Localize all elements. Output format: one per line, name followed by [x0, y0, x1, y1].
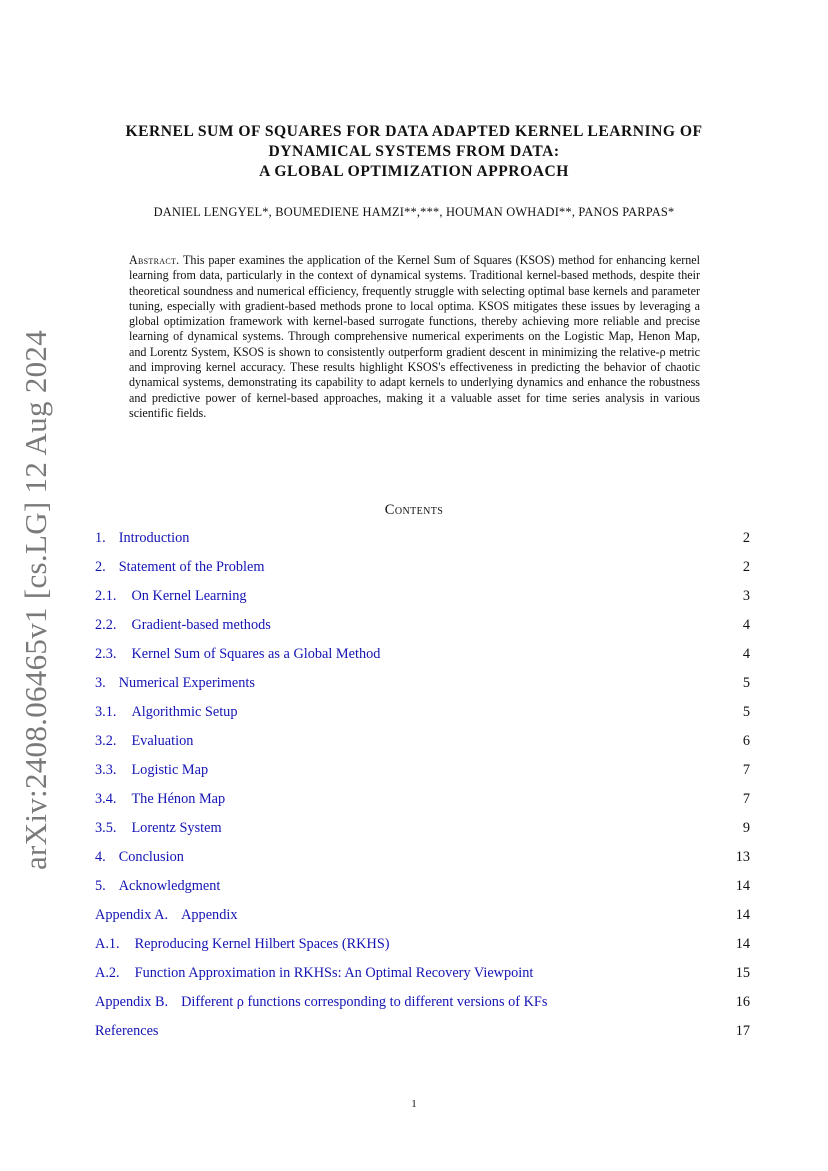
abstract-label: Abstract.	[129, 253, 180, 267]
toc-section-title: Appendix	[181, 907, 238, 923]
toc-entry	[95, 991, 750, 1020]
toc-link[interactable]	[95, 733, 193, 750]
toc-section-title: Kernel Sum of Squares as a Global Method	[131, 646, 381, 662]
toc-entry	[95, 556, 750, 585]
title-line-1: KERNEL SUM OF SQUARES FOR DATA ADAPTED KERNEL LEARNING OF	[125, 123, 703, 140]
toc-section-number: 2.1.	[95, 588, 117, 604]
toc-section-title: References	[95, 1023, 159, 1039]
toc-link[interactable]	[95, 791, 225, 808]
toc-entry	[95, 527, 750, 556]
toc-link[interactable]	[95, 617, 271, 634]
toc-page-number: 14	[735, 936, 750, 952]
toc-section-title: Gradient-based methods	[131, 617, 271, 633]
toc-section-number: 2.3.	[95, 646, 117, 662]
toc-page-number: 14	[735, 907, 750, 923]
toc-section-title: Function Approximation in RKHSs: An Optimal Recovery Viewpoint	[134, 965, 534, 981]
toc-page-number: 16	[735, 994, 750, 1010]
abstract-text: This paper examines the application of the Kernel Sum of Squares (KSOS) method for enhancing kernel learning from data, particularly in the context of dynamical systems. Traditional kernel-based methods, despite their theoretical soundness and numerical efficiency, frequently struggle with selecting optimal base kernels and parameter tuning, especially with gradient-based methods prone to local optima. KSOS mitigates these issues by leveraging a global optimization framework with kernel-based surrogate functions, thereby achieving more reliable and precise learning of dynamical systems. Through comprehensive numerical experiments on the Logistic Map, Henon Map, and Lorentz System, KSOS is shown to consistently outperform gradient descent in minimizing the relative-ρ metric and improving kernel accuracy. These results highlight KSOS's effectiveness in predicting the behavior of chaotic dynamical systems, demonstrating its capability to adapt kernels to underlying dynamics and enhance the robustness and predictive power of kernel-based approaches, making it a valuable asset for time series analysis in various scientific fields.	[129, 253, 700, 420]
abstract	[129, 253, 700, 421]
toc-section-number: 2.	[95, 559, 106, 575]
toc-entry	[95, 672, 750, 701]
toc-link[interactable]	[95, 646, 380, 663]
toc-section-title: Statement of the Problem	[118, 559, 265, 575]
arxiv-identifier: arXiv:2408.06465v1 [cs.LG] 12 Aug 2024	[18, 329, 53, 871]
toc-entry	[95, 846, 750, 875]
toc-page-number: 2	[742, 530, 750, 546]
toc-section-number: 5.	[95, 878, 106, 894]
toc-page-number: 5	[742, 675, 750, 691]
toc-link[interactable]	[95, 965, 533, 982]
toc-entry	[95, 904, 750, 933]
title-line-3: A GLOBAL OPTIMIZATION APPROACH	[259, 163, 569, 180]
toc-page-number: 3	[742, 588, 750, 604]
arxiv-stamp	[0, 0, 70, 1171]
toc-link[interactable]	[95, 530, 189, 547]
toc-section-number: 3.3.	[95, 762, 117, 778]
toc-link[interactable]	[95, 878, 220, 895]
toc-section-number: Appendix A.	[95, 907, 169, 923]
toc-page-number: 13	[735, 849, 750, 865]
page-number: 1	[411, 1098, 417, 1110]
contents-heading: Contents	[384, 502, 444, 518]
toc-section-title: Conclusion	[118, 849, 184, 865]
toc-entry	[95, 585, 750, 614]
toc-link[interactable]	[95, 936, 390, 953]
toc-section-title: Different ρ functions corresponding to different versions of KFs	[181, 994, 548, 1010]
toc-entry	[95, 730, 750, 759]
toc-link[interactable]	[95, 849, 184, 866]
toc-section-title: Introduction	[118, 530, 190, 546]
toc-entry	[95, 1020, 750, 1049]
toc-section-title: Acknowledgment	[118, 878, 221, 894]
toc-link[interactable]	[95, 588, 247, 605]
toc-entry	[95, 817, 750, 846]
toc-section-number: 2.2.	[95, 617, 117, 633]
toc-page-number: 7	[742, 762, 750, 778]
toc-section-number: 3.5.	[95, 820, 117, 836]
toc-section-title: The Hénon Map	[131, 791, 226, 807]
toc-page-number: 14	[735, 878, 750, 894]
toc-link[interactable]	[95, 1023, 159, 1040]
toc-entry	[95, 933, 750, 962]
toc-section-number: 1.	[95, 530, 106, 546]
toc-link[interactable]	[95, 820, 222, 837]
toc-entry	[95, 614, 750, 643]
toc-section-number: 3.1.	[95, 704, 117, 720]
toc-section-title: Numerical Experiments	[118, 675, 255, 691]
paper-title	[80, 122, 748, 182]
toc-section-number: 3.2.	[95, 733, 117, 749]
toc-link[interactable]	[95, 675, 255, 692]
toc-section-title: Algorithmic Setup	[131, 704, 238, 720]
toc-page-number: 6	[742, 733, 750, 749]
title-line-2: DYNAMICAL SYSTEMS FROM DATA:	[268, 143, 560, 160]
toc-section-number: A.1.	[95, 936, 120, 952]
toc-section-title: Logistic Map	[131, 762, 209, 778]
toc-entry	[95, 962, 750, 991]
toc-page-number: 7	[742, 791, 750, 807]
toc-link[interactable]	[95, 907, 237, 924]
toc-section-title: On Kernel Learning	[131, 588, 247, 604]
toc-section-number: 3.	[95, 675, 106, 691]
toc-page-number: 9	[742, 820, 750, 836]
toc-page-number: 2	[742, 559, 750, 575]
toc-section-number: A.2.	[95, 965, 120, 981]
toc-section-title: Evaluation	[131, 733, 194, 749]
toc-page-number: 4	[742, 617, 750, 633]
toc-page-number: 15	[735, 965, 750, 981]
toc-entry	[95, 875, 750, 904]
toc-section-number: 4.	[95, 849, 106, 865]
toc-page-number: 4	[742, 646, 750, 662]
table-of-contents	[95, 527, 750, 1049]
toc-section-title: Reproducing Kernel Hilbert Spaces (RKHS)	[134, 936, 390, 952]
toc-link[interactable]	[95, 559, 264, 576]
toc-link[interactable]	[95, 762, 208, 779]
toc-entry	[95, 643, 750, 672]
toc-page-number: 5	[742, 704, 750, 720]
toc-section-number: 3.4.	[95, 791, 117, 807]
toc-page-number: 17	[735, 1023, 750, 1039]
toc-entry	[95, 701, 750, 730]
toc-section-title: Lorentz System	[131, 820, 222, 836]
toc-entry	[95, 788, 750, 817]
toc-link[interactable]	[95, 994, 547, 1011]
toc-entry	[95, 759, 750, 788]
toc-link[interactable]	[95, 704, 237, 721]
author-list: DANIEL LENGYEL*, BOUMEDIENE HAMZI**,***, HOUMAN OWHADI**, PANOS PARPAS*	[153, 205, 675, 219]
toc-section-number: Appendix B.	[95, 994, 169, 1010]
